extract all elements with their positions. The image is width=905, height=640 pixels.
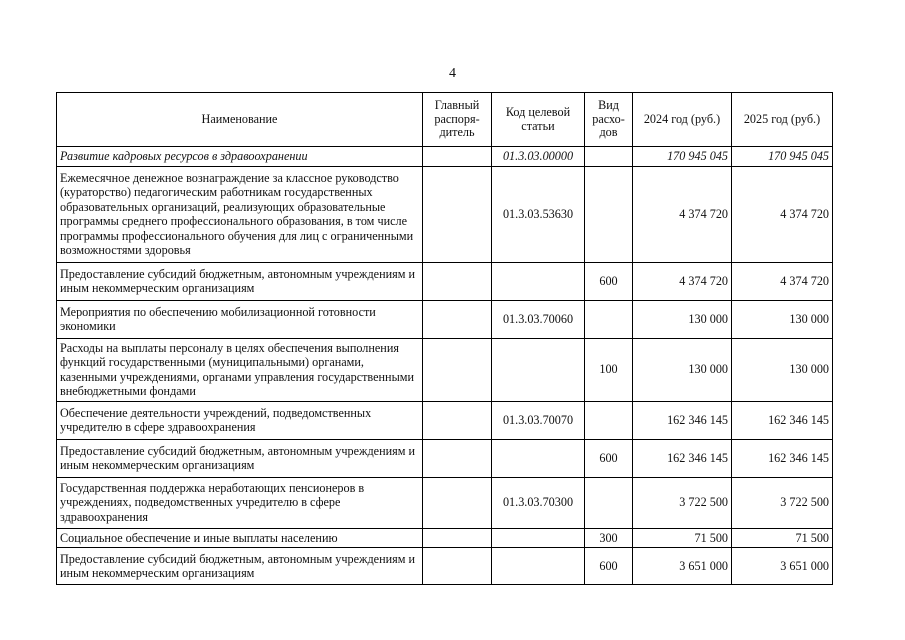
header-code: Код целевой статьи [492, 93, 585, 147]
row-admin-cell [423, 548, 492, 585]
row-code-cell: 01.3.03.00000 [492, 147, 585, 167]
table-body [57, 147, 833, 585]
row-2025-cell: 130 000 [732, 300, 833, 338]
budget-table [56, 92, 833, 585]
row-2025-cell: 3 651 000 [732, 548, 833, 585]
row-name-cell: Предоставление субсидий бюджетным, автономным учреждениям и иным некоммерческим организациям [57, 262, 423, 300]
row-type-cell: 100 [585, 338, 633, 401]
table-row [57, 166, 833, 262]
row-code-cell [492, 338, 585, 401]
row-admin-cell [423, 338, 492, 401]
row-2025-cell: 71 500 [732, 528, 833, 548]
row-name-cell: Обеспечение деятельности учреждений, подведомственных учредителю в сфере здравоохранения [57, 401, 423, 439]
row-2024-cell: 4 374 720 [633, 166, 732, 262]
header-2024: 2024 год (руб.) [633, 93, 732, 147]
table-row [57, 338, 833, 401]
row-2024-cell: 71 500 [633, 528, 732, 548]
row-name-cell: Государственная поддержка неработающих пенсионеров в учреждениях, подведомственных учредителю в сфере здравоохранения [57, 477, 423, 528]
table-row [57, 439, 833, 477]
row-admin-cell [423, 166, 492, 262]
row-code-cell [492, 548, 585, 585]
table-row [57, 477, 833, 528]
header-admin: Главный распоря-дитель [423, 93, 492, 147]
row-code-cell [492, 528, 585, 548]
row-2025-cell: 3 722 500 [732, 477, 833, 528]
row-admin-cell [423, 439, 492, 477]
table-row [57, 401, 833, 439]
page-number: 4 [449, 66, 456, 81]
row-code-cell [492, 262, 585, 300]
row-code-cell: 01.3.03.70060 [492, 300, 585, 338]
row-2024-cell: 130 000 [633, 338, 732, 401]
header-2025: 2025 год (руб.) [732, 93, 833, 147]
table-row [57, 262, 833, 300]
row-2025-cell: 130 000 [732, 338, 833, 401]
table-row [57, 548, 833, 585]
row-admin-cell [423, 528, 492, 548]
row-admin-cell [423, 262, 492, 300]
header-name: Наименование [57, 93, 423, 147]
row-type-cell [585, 401, 633, 439]
row-2024-cell: 162 346 145 [633, 401, 732, 439]
row-type-cell [585, 166, 633, 262]
header-type: Вид расхо-дов [585, 93, 633, 147]
row-2025-cell: 162 346 145 [732, 439, 833, 477]
row-type-cell [585, 300, 633, 338]
row-code-cell [492, 439, 585, 477]
row-2024-cell: 3 722 500 [633, 477, 732, 528]
row-code-cell: 01.3.03.53630 [492, 166, 585, 262]
row-2024-cell: 130 000 [633, 300, 732, 338]
row-name-cell: Расходы на выплаты персоналу в целях обеспечения выполнения функций государственными (муниципальными) органами, казенными учреждениями, органами управления государственными внебюджетными фондами [57, 338, 423, 401]
row-2025-cell: 162 346 145 [732, 401, 833, 439]
row-2024-cell: 3 651 000 [633, 548, 732, 585]
table-row [57, 147, 833, 167]
row-type-cell: 600 [585, 548, 633, 585]
row-admin-cell [423, 300, 492, 338]
row-type-cell [585, 477, 633, 528]
row-type-cell: 600 [585, 262, 633, 300]
row-admin-cell [423, 477, 492, 528]
row-code-cell: 01.3.03.70300 [492, 477, 585, 528]
row-2025-cell: 170 945 045 [732, 147, 833, 167]
row-2024-cell: 162 346 145 [633, 439, 732, 477]
row-admin-cell [423, 401, 492, 439]
row-admin-cell [423, 147, 492, 167]
row-2024-cell: 4 374 720 [633, 262, 732, 300]
table-row [57, 528, 833, 548]
row-name-cell: Ежемесячное денежное вознаграждение за классное руководство (кураторство) педагогическим работникам государственных образовательных организаций, реализующих образовательные программы среднего профессионального образования, в том числе программы профессионального обучения для лиц с ограниченными возможностями здоровья [57, 166, 423, 262]
row-name-cell: Предоставление субсидий бюджетным, автономным учреждениям и иным некоммерческим организациям [57, 548, 423, 585]
row-type-cell: 600 [585, 439, 633, 477]
row-type-cell [585, 147, 633, 167]
table-header-row [57, 93, 833, 147]
table-row [57, 300, 833, 338]
row-type-cell: 300 [585, 528, 633, 548]
row-name-cell: Развитие кадровых ресурсов в здравоохранении [57, 147, 423, 167]
row-name-cell: Мероприятия по обеспечению мобилизационной готовности экономики [57, 300, 423, 338]
row-name-cell: Предоставление субсидий бюджетным, автономным учреждениям и иным некоммерческим организациям [57, 439, 423, 477]
row-2025-cell: 4 374 720 [732, 166, 833, 262]
row-2025-cell: 4 374 720 [732, 262, 833, 300]
row-code-cell: 01.3.03.70070 [492, 401, 585, 439]
row-2024-cell: 170 945 045 [633, 147, 732, 167]
row-name-cell: Социальное обеспечение и иные выплаты населению [57, 528, 423, 548]
